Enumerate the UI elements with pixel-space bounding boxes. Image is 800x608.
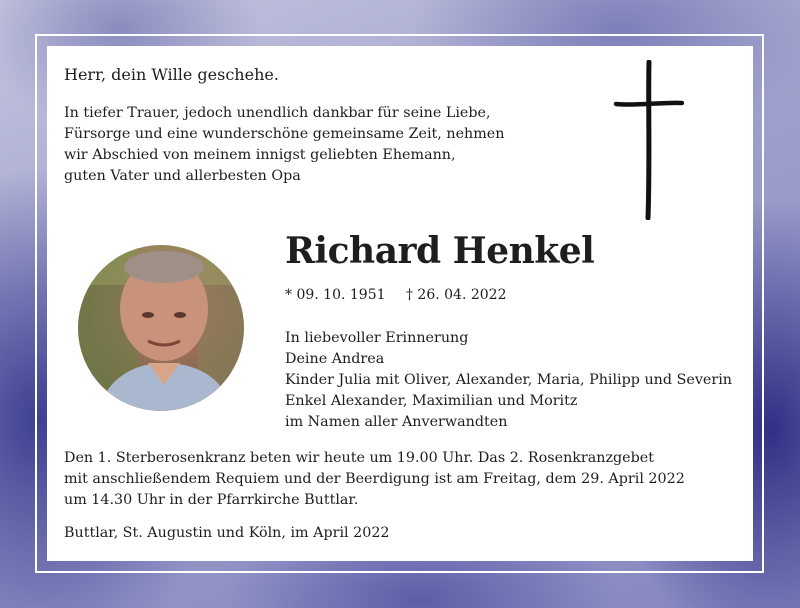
intro-text (64, 103, 504, 187)
mourner-line: im Namen aller Anverwandten (285, 414, 508, 430)
mourner-line: In liebevoller Erinnerung (285, 330, 469, 346)
service-info (64, 448, 685, 511)
place-date: Buttlar, St. Augustin und Köln, im April 2022 (64, 525, 390, 541)
motto: Herr, dein Wille geschehe. (64, 65, 279, 84)
intro-line: wir Abschied von meinem innigst geliebten Ehemann, (64, 147, 456, 163)
mourner-line: Kinder Julia mit Oliver, Alexander, Maria, Philipp und Severin (285, 372, 732, 388)
portrait-photo (78, 245, 244, 411)
service-line: mit anschließendem Requiem und der Beerdigung ist am Freitag, dem 29. April 2022 (64, 471, 685, 487)
mourners-list (285, 328, 732, 433)
intro-line: Fürsorge und eine wunderschöne gemeinsame Zeit, nehmen (64, 126, 505, 142)
intro-line: In tiefer Trauer, jedoch unendlich dankbar für seine Liebe, (64, 105, 491, 121)
service-line: um 14.30 Uhr in der Pfarrkirche Buttlar. (64, 492, 359, 508)
mourner-line: Enkel Alexander, Maximilian und Moritz (285, 393, 578, 409)
death-date: † 26. 04. 2022 (405, 287, 507, 303)
life-dates (285, 287, 506, 303)
intro-line: guten Vater und allerbesten Opa (64, 168, 301, 184)
mourner-line: Deine Andrea (285, 351, 385, 367)
birth-date: * 09. 10. 1951 (285, 287, 386, 303)
service-line: Den 1. Sterberosenkranz beten wir heute um 19.00 Uhr. Das 2. Rosenkranzgebet (64, 450, 655, 466)
deceased-name: Richard Henkel (285, 230, 595, 272)
obituary-card (47, 46, 753, 561)
cross-icon (612, 60, 684, 220)
